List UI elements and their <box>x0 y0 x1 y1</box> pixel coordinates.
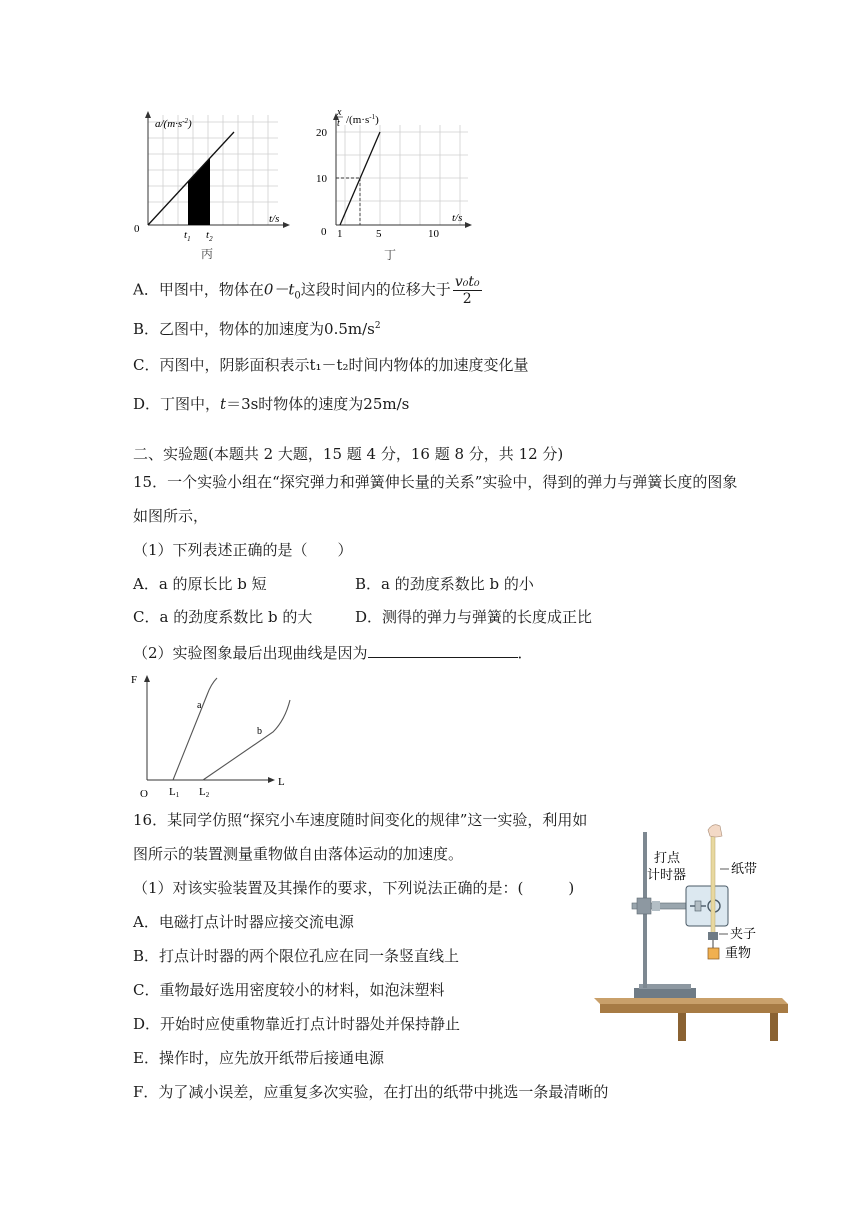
q15-stem-line2: 如图所示， <box>133 507 209 525</box>
q14-option-d: D．丁图中，t＝3s时物体的速度为25m/s <box>133 395 410 413</box>
shaded-area <box>188 158 210 225</box>
x-axis-label: t/s <box>452 212 463 224</box>
q15-option-d: D．测得的弹力与弹簧的长度成正比 <box>355 608 593 626</box>
answer-blank[interactable] <box>368 643 518 658</box>
graph-caption: 丁 <box>384 248 397 262</box>
x-tick-10: 10 <box>428 228 439 240</box>
x-tick-5: 5 <box>376 228 382 240</box>
svg-text:/(m·s-1): $/(m\cdot s^{-1})$ <box>346 113 379 126</box>
origin-label: O <box>140 788 148 800</box>
y-tick-10: 10 <box>316 173 327 185</box>
q16-option-f: F．为了减小误差，应重复多次实验，在打出的纸带中挑选一条最清晰的 <box>133 1083 609 1101</box>
q14-option-c: C．丙图中，阴影面积表示t₁－t₂时间内物体的加速度变化量 <box>133 356 529 374</box>
l2-label: L2 <box>199 786 210 799</box>
q16-option-b: B．打点计时器的两个限位孔应在同一条竖直线上 <box>133 947 460 965</box>
fraction: $\frac{\text{v₀t₀}}{2}$ <box>454 274 480 307</box>
svg-text:x: x <box>337 107 342 118</box>
tape-label: 纸带 <box>731 861 758 876</box>
q16-option-a: A．电磁打点计时器应接交流电源 <box>133 913 354 931</box>
l1-label: L1 <box>169 786 180 799</box>
q15-option-c: C．a 的劲度系数比 b 的大 <box>133 608 313 626</box>
section-title: 二、实验题(本题共 2 大题，15 题 4 分，16 题 8 分，共 12 分) <box>133 445 564 463</box>
clip-label: 夹子 <box>730 926 757 941</box>
graph-bing <box>128 110 308 265</box>
y-axis-label: $a/(m\cdot s^{-2})$ <box>155 117 192 130</box>
timer-label-line1: 打点 <box>654 850 681 865</box>
q15-sub1: （1）下列表述正确的是（ ） <box>133 541 353 559</box>
q15-option-a: A．a 的原长比 b 短 <box>133 575 267 593</box>
q16-option-c: C．重物最好选用密度较小的材料，如泡沫塑料 <box>133 981 445 999</box>
apparatus-illustration <box>592 822 790 1042</box>
q15-option-b: B．a 的劲度系数比 b 的小 <box>355 575 534 593</box>
q14-option-a: A．甲图中，物体在$0-t_0$这段时间内的位移大于 $\frac{\text{v₀t₀}}{2}$ <box>133 274 480 307</box>
q16-option-e: E．操作时，应先放开纸带后接通电源 <box>133 1049 384 1067</box>
q14-option-b: B．乙图中，物体的加速度为$0.5m/s^2$ <box>133 320 381 338</box>
y-axis-label <box>336 107 379 129</box>
q16-stem-line1: 16．某同学仿照“探究小车速度随时间变化的规律”这一实验，利用如 <box>133 811 588 829</box>
x-tick-1: 1 <box>337 228 343 240</box>
curve-b-label: b <box>257 726 262 737</box>
q15-sub2: （2）实验图象最后出现曲线是因为 ． <box>133 644 533 662</box>
y-axis-label: F <box>131 674 138 686</box>
x-axis-label: L <box>278 776 285 788</box>
y-tick-20: 20 <box>316 127 327 139</box>
q16-option-d: D．开始时应使重物靠近打点计时器处并保持静止 <box>133 1015 461 1033</box>
curve-b <box>203 700 290 780</box>
x-axis-label: t/s <box>269 213 280 225</box>
origin-label: 0 <box>134 223 140 235</box>
t1-label: $t_1$ <box>184 229 191 243</box>
graph-ding <box>308 105 478 265</box>
t2-label: $t_2$ <box>206 229 213 243</box>
q15-stem-line1: 15．一个实验小组在“探究弹力和弹簧伸长量的关系”实验中，得到的弹力与弹簧长度的图象 <box>133 473 738 491</box>
graph-caption: 丙 <box>201 247 214 261</box>
timer-label-line2: 计时器 <box>647 867 687 882</box>
svg-text:t: t <box>337 118 340 129</box>
curve-a <box>173 678 217 780</box>
curve-a-label: a <box>197 700 202 711</box>
q16-stem-line2: 图所示的装置测量重物做自由落体运动的加速度。 <box>133 845 464 863</box>
origin-label: 0 <box>321 226 327 238</box>
graph-spring <box>125 670 295 800</box>
q16-sub1: （1）对该实验装置及其操作的要求，下列说法正确的是：( ) <box>133 879 575 897</box>
weight-label: 重物 <box>725 945 752 960</box>
